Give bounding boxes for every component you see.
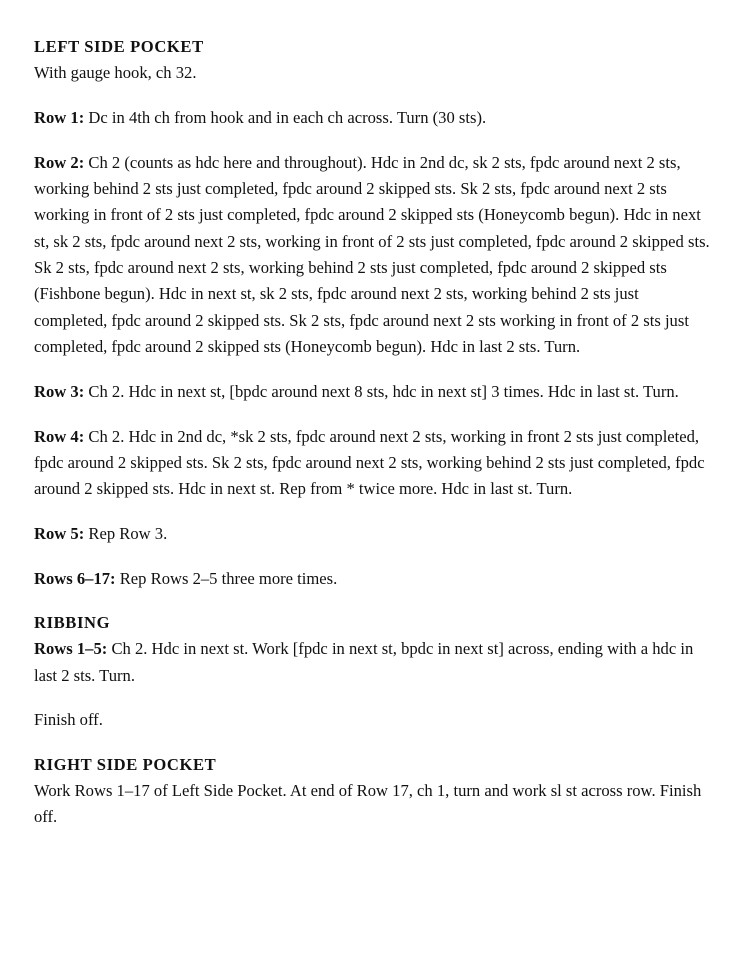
row-2-instruction: [34, 150, 716, 360]
row-text: Ch 2 (counts as hdc here and throughout). Hdc in 2nd dc, sk 2 sts, fpdc around next 2 sts, working behind 2 sts just completed, fpdc around 2 skipped sts. Sk 2 sts, fpdc around next 2 sts working in front of 2 sts just completed, fpdc around 2 skipped sts (Honeycomb begun). Hdc in next st, sk 2 sts, fpdc around next 2 sts, working in front of 2 sts just completed, fpdc around 2 skipped sts. Sk 2 sts, fpdc around next 2 sts, working behind 2 sts just completed, fpdc around 2 skipped sts (Fishbone begun). Hdc in next st, sk 2 sts, fpdc around next 2 sts, working behind 2 sts just completed, fpdc around 2 skipped sts. Sk 2 sts, fpdc around next 2 sts working in front of 2 sts just completed, fpdc around 2 skipped sts (Honeycomb begun). Hdc in last 2 sts. Turn.: [34, 152, 710, 356]
row-text: Ch 2. Hdc in next st. Work [fpdc in next st, bpdc in next st] across, ending with a hdc in last 2 sts. Turn.: [34, 639, 694, 685]
finish-off-text: Finish off.: [34, 710, 103, 730]
row-text: Rep Row 3.: [84, 523, 168, 543]
row-label: Row 4:: [34, 426, 85, 446]
row-text: Ch 2. Hdc in next st, [bpdc around next 8 sts, hdc in next st] 3 times. Hdc in last st. Turn.: [84, 381, 679, 401]
row-text: Rep Rows 2–5 three more times.: [115, 568, 338, 588]
row-label: Rows 1–5:: [34, 639, 108, 659]
row-5-instruction: [34, 521, 716, 547]
left-pocket-intro: With gauge hook, ch 32.: [34, 63, 197, 83]
row-1-instruction: [34, 105, 716, 131]
row-label: Row 2:: [34, 152, 85, 172]
row-label: Rows 6–17:: [34, 568, 116, 588]
right-pocket-instruction: Work Rows 1–17 of Left Side Pocket. At end of Row 17, ch 1, turn and work sl st across row. Finish off.: [34, 781, 702, 827]
rows-6-17-instruction: [34, 566, 716, 592]
row-label: Row 1:: [34, 108, 85, 128]
row-label: Row 3:: [34, 381, 85, 401]
row-label: Row 5:: [34, 523, 85, 543]
row-3-instruction: [34, 379, 716, 405]
row-text: Ch 2. Hdc in 2nd dc, *sk 2 sts, fpdc around next 2 sts, working in front 2 sts just completed, fpdc around 2 skipped sts. Sk 2 sts, fpdc around next 2 sts, working behind 2 sts just completed, fpdc around 2 skipped sts. Hdc in next st. Rep from * twice more. Hdc in last st. Turn.: [34, 426, 705, 499]
left-side-pocket-heading: LEFT SIDE POCKET: [34, 37, 204, 56]
ribbing-rows-instruction: [34, 636, 716, 689]
ribbing-heading: RIBBING: [34, 613, 111, 633]
right-side-pocket-heading: RIGHT SIDE POCKET: [34, 754, 217, 774]
pattern-document: [34, 34, 716, 831]
row-text: Dc in 4th ch from hook and in each ch across. Turn (30 sts).: [84, 108, 487, 128]
row-4-instruction: [34, 424, 716, 503]
